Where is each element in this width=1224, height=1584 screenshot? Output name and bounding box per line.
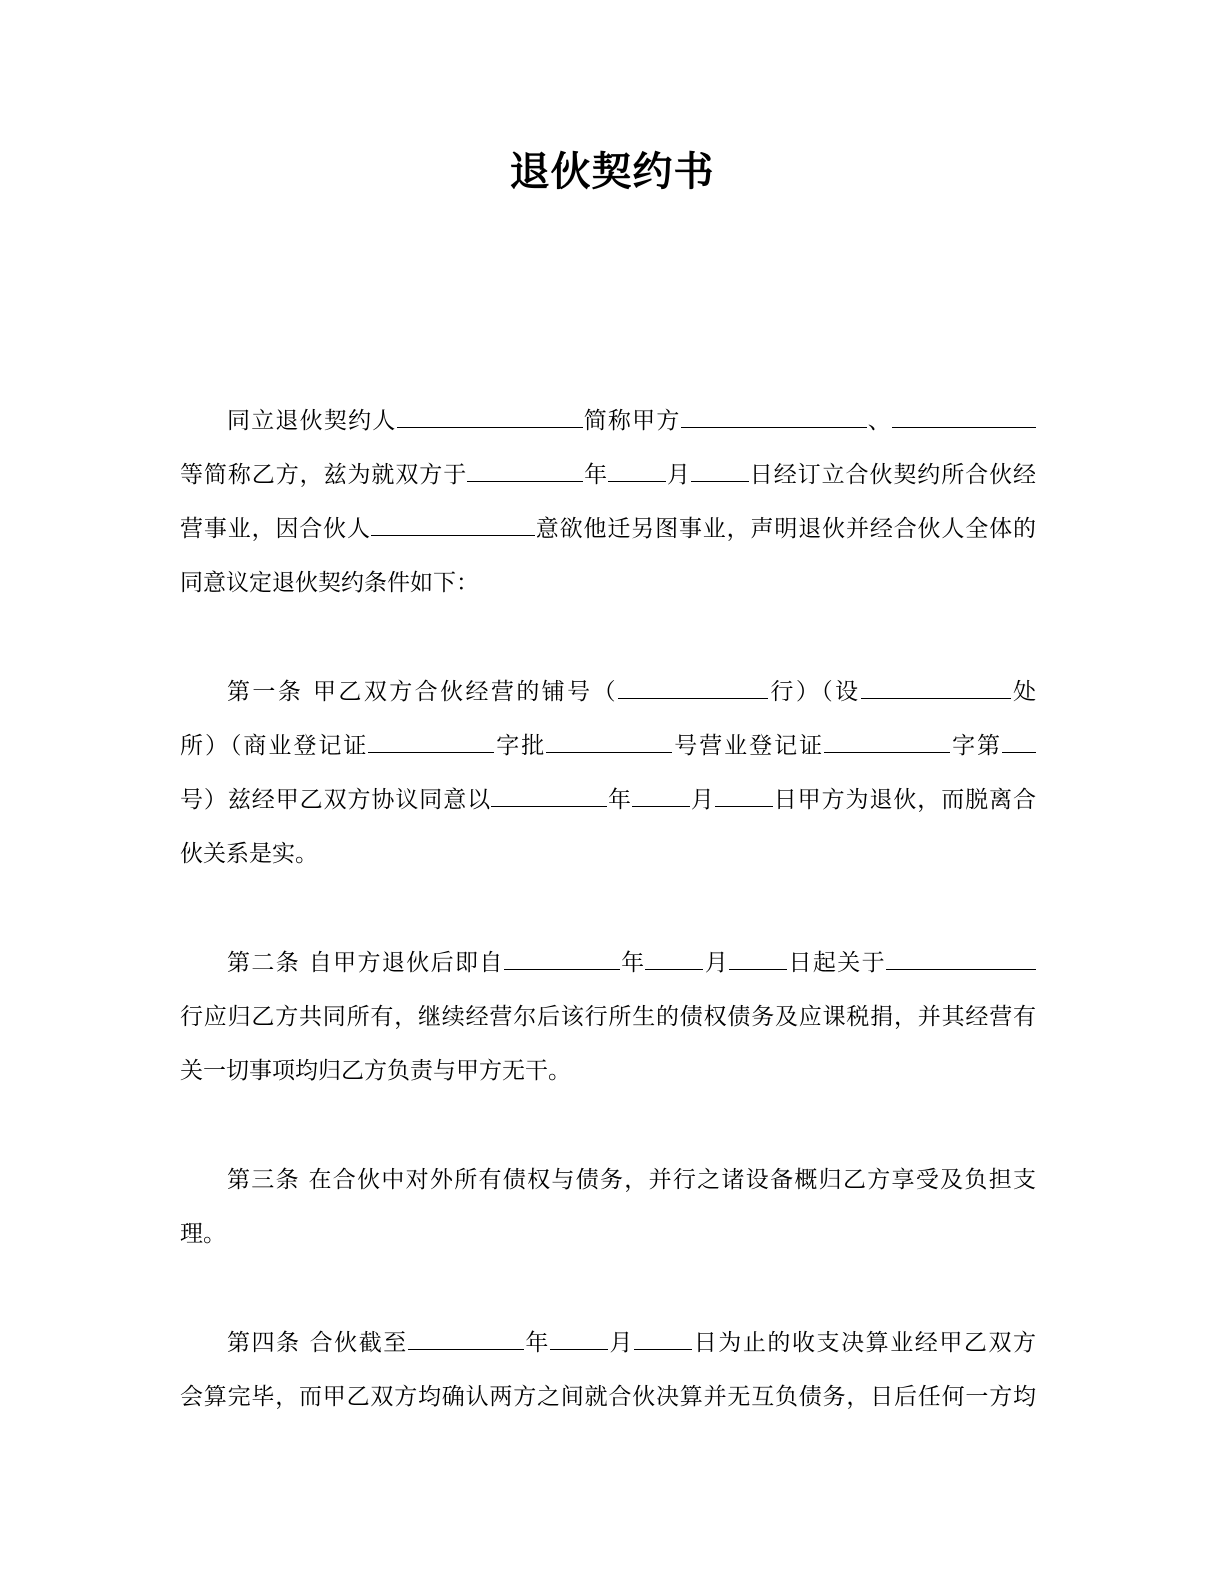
blank-field[interactable] — [681, 405, 867, 428]
art3-line-1: 第三条 在合伙中对外所有债权与债务，并行之诸设备概归乙方享受及负担支 — [227, 1167, 1036, 1193]
intro-text: 营事业，因合伙人 — [180, 516, 371, 542]
blank-field[interactable] — [371, 513, 535, 536]
blank-field[interactable] — [729, 947, 787, 970]
blank-field[interactable] — [691, 459, 749, 482]
art1-line-1 — [227, 675, 1036, 709]
intro-line-3 — [180, 512, 1036, 546]
art1-line-3 — [180, 783, 1036, 817]
blank-field[interactable] — [608, 459, 666, 482]
blank-field[interactable] — [491, 784, 607, 807]
intro-line-2 — [180, 458, 1036, 492]
art1-text: 处 — [1010, 679, 1037, 705]
blank-field[interactable] — [824, 730, 950, 753]
intro-text: 简称甲方 — [582, 408, 681, 434]
intro-text: 等简称乙方，兹为就双方于 — [180, 462, 468, 488]
intro-text: 同立退伙契约人 — [227, 408, 397, 434]
art2-text: 月 — [703, 950, 730, 976]
intro-text: 、 — [866, 408, 893, 434]
art4-text: 月 — [607, 1330, 635, 1356]
art1-text: 所）（商业登记证 — [180, 733, 369, 759]
blank-field[interactable] — [861, 676, 1011, 699]
art4-line-2: 会算完毕，而甲乙双方均确认两方之间就合伙决算并无互负债务，日后任何一方均 — [180, 1384, 1036, 1410]
blank-field[interactable] — [368, 730, 494, 753]
art1-text: 字批 — [494, 733, 547, 759]
intro-text: 月 — [666, 462, 691, 488]
art1-text: 行）（设 — [768, 679, 861, 705]
art2-text: 第二条 自甲方退伙后即自 — [227, 950, 504, 976]
art4-text: 年 — [523, 1330, 550, 1356]
blank-field[interactable] — [618, 676, 768, 699]
blank-field[interactable] — [632, 784, 690, 807]
intro-text: 日经订立合伙契约所合伙经 — [748, 462, 1037, 488]
blank-field[interactable] — [467, 459, 583, 482]
blank-field[interactable] — [504, 947, 620, 970]
art4-line-1 — [227, 1326, 1036, 1360]
intro-text: 意欲他迁另图事业，声明退伙并经合伙人全体的 — [534, 516, 1037, 542]
blank-field[interactable] — [886, 947, 1036, 970]
document-title: 退伙契约书 — [509, 149, 715, 195]
blank-field[interactable] — [715, 784, 773, 807]
art1-line-4: 伙关系是实。 — [180, 841, 318, 867]
art2-line-2: 行应归乙方共同所有，继续经营尔后该行所生的债权债务及应课税捐，并其经营有 — [180, 1004, 1036, 1030]
art2-text: 日起关于 — [787, 950, 887, 976]
art1-text: 字第 — [950, 733, 1003, 759]
art2-line-1 — [227, 946, 1036, 980]
art3-line-2: 理。 — [180, 1221, 226, 1247]
blank-field[interactable] — [1002, 730, 1036, 753]
blank-field[interactable] — [634, 1327, 692, 1350]
art1-line-2 — [180, 729, 1036, 763]
intro-text: 年 — [583, 462, 609, 488]
art1-text: 年 — [607, 787, 632, 813]
art4-text: 第四条 合伙截至 — [227, 1330, 408, 1356]
blank-field[interactable] — [645, 947, 703, 970]
blank-field[interactable] — [546, 730, 672, 753]
intro-line-4: 同意议定退伙契约条件如下： — [180, 570, 479, 596]
blank-field[interactable] — [408, 1327, 524, 1350]
art1-text: 第一条 甲乙双方合伙经营的铺号（ — [227, 679, 618, 705]
art1-text: 号营业登记证 — [672, 733, 825, 759]
art1-text: 月 — [689, 787, 715, 813]
art4-text: 日为止的收支决算业经甲乙双方 — [692, 1330, 1037, 1356]
art2-text: 年 — [619, 950, 646, 976]
blank-field[interactable] — [892, 405, 1036, 428]
blank-field[interactable] — [397, 405, 583, 428]
intro-line-1 — [227, 404, 1036, 438]
art2-line-3: 关一切事项均归乙方负责与甲方无干。 — [180, 1058, 571, 1084]
art1-text: 日甲方为退伙，而脱离合 — [772, 787, 1037, 813]
blank-field[interactable] — [550, 1327, 608, 1350]
art1-text: 号）兹经甲乙双方协议同意以 — [180, 787, 492, 813]
